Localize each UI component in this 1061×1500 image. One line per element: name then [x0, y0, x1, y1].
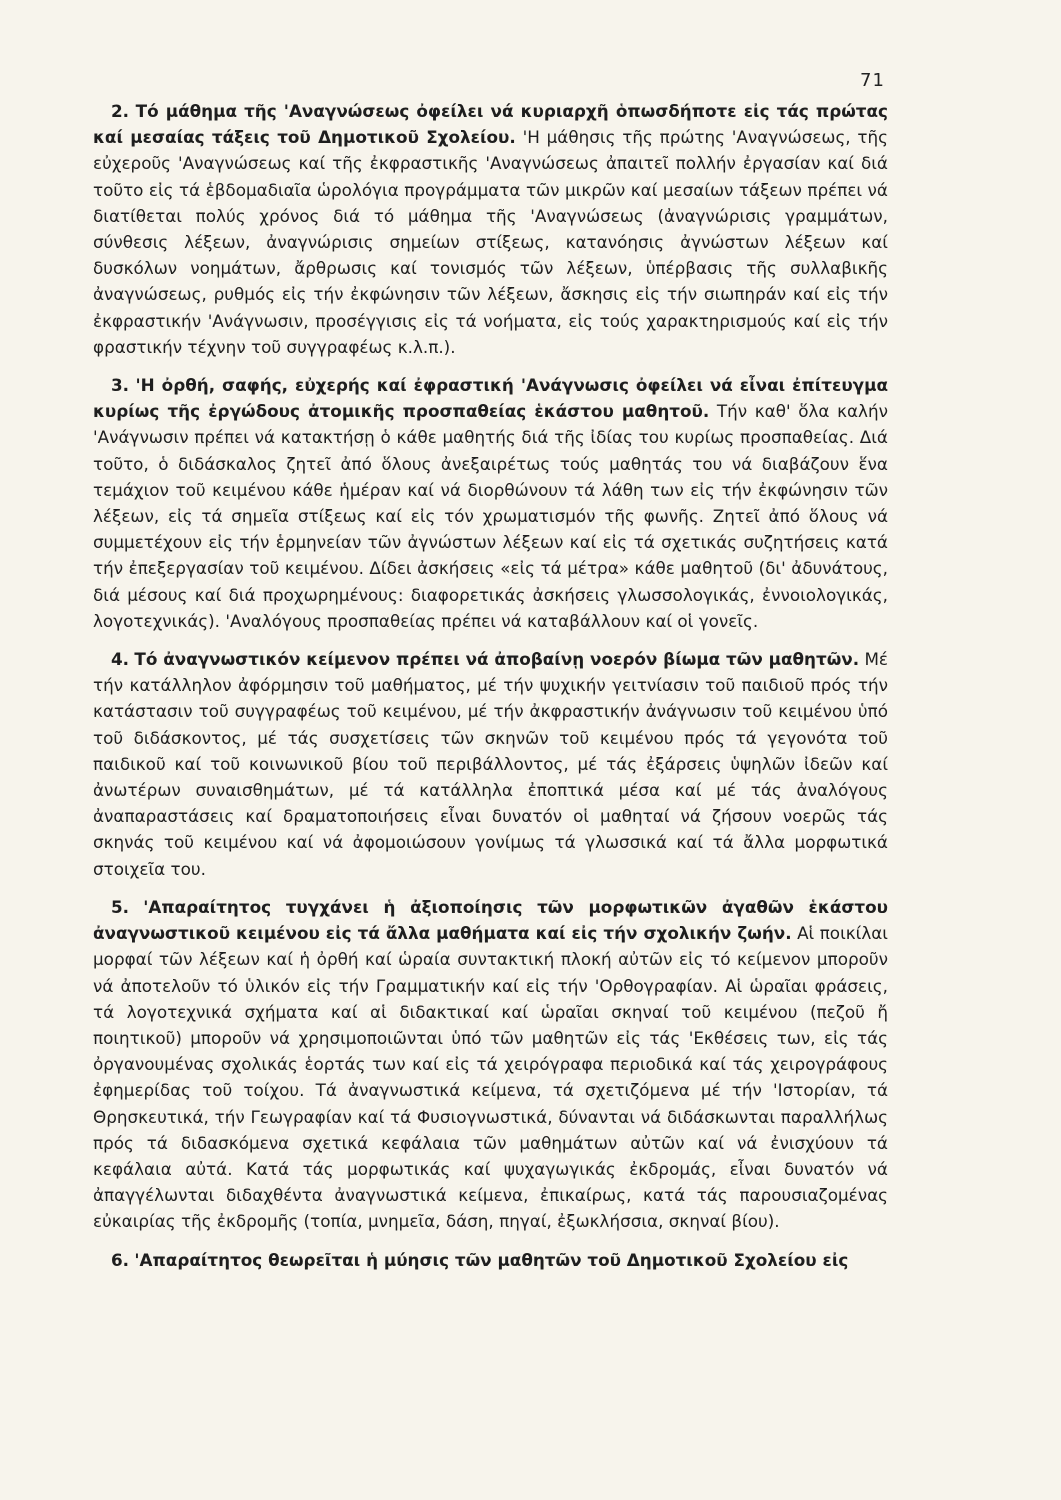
paragraph-2 — [93, 98, 888, 360]
paragraph-heading: 'Απαραίτητος θεωρεῖται ἡ μύησις τῶν μαθητῶν τοῦ Δημοτικοῦ Σχολείου εἰς — [134, 1249, 849, 1270]
paragraph-number: 4. — [111, 649, 130, 670]
paragraph-4 — [93, 646, 888, 882]
paragraph-body: Τήν καθ' ὅλα καλήν 'Ανάγνωσιν πρέπει νά κατακτήσῃ ὁ κάθε μαθητής διά τῆς ἰδίας του κυρίως προσπαθείας. Διά τοῦτο, ὁ διδάσκαλος ζητεῖ ἀπό ὅλους ἀνεξαιρέτως τούς μαθητάς του νά διαβάζουν ἕνα τεμάχιον τοῦ κειμένου κάθε ἡμέραν καί νά διορθώνουν τά λάθη των εἰς τήν ἐκφώνησιν τῶν λέξεων, εἰς τά σημεῖα στίξεως καί εἰς τόν χρωματισμόν τῆς φωνῆς. Ζητεῖ ἀπό ὅλους νά συμμετέχουν εἰς τήν ἑρμηνείαν τῶν ἀγνώστων λέξεων καί εἰς τά σχετικάς συζητήσεις κατά τήν ἐπεξεργασίαν τοῦ κειμένου. Δίδει ἀσκήσεις «εἰς τά μέτρα» κάθε μαθητοῦ (δι' ἀδυνάτους, διά μέσους καί διά προχωρημένους: διαφορετικάς ἀσκήσεις γλωσσολογικάς, ἐννοιολογικάς, λογοτεχνικάς). 'Αναλόγους προσπαθείας πρέπει νά καταβάλλουν καί οἱ γονεῖς. — [93, 401, 888, 631]
paragraph-body: 'Η μάθησις τῆς πρώτης 'Αναγνώσεως, τῆς εὐχεροῦς 'Αναγνώσεως καί τῆς ἐκφραστικῆς 'Αναγνώσεως ἀπαιτεῖ πολλήν ἐργασίαν καί διά τοῦτο εἰς τά ἑβδομαδιαῖα ὡρολόγια προγράμματα τῶν μικρῶν καί μεσαίων τάξεων πρέπει νά διατίθεται πολύς χρόνος διά τό μάθημα τῆς 'Αναγνώσεως (ἀναγνώρισις γραμμάτων, σύνθεσις λέξεων, ἀναγνώρισις σημείων στίξεως, κατανόησις ἀγνώστων λέξεων καί δυσκόλων νοημάτων, ἄρθρωσις καί τονισμός τῶν λέξεων, ὑπέρβασις τῆς συλλαβικῆς ἀναγνώσεως, ρυθμός εἰς τήν ἐκφώνησιν τῶν λέξεων, ἄσκησις εἰς τήν σιωπηράν καί εἰς τήν ἐκφραστικήν 'Ανάγνωσιν, προσέγγισις εἰς τά νοήματα, εἰς τούς χαρακτηρισμούς καί εἰς τήν φραστικήν τέχνην τοῦ συγγραφέως κ.λ.π.). — [93, 127, 889, 357]
paragraph-heading: Τό μάθημα τῆς 'Αναγνώσεως ὀφείλει νά κυριαρχῆ ὁπωσδήποτε εἰς τάς πρώτας καί μεσαίας τάξεις τοῦ Δημοτικοῦ Σχολείου. — [93, 101, 888, 148]
paragraph-number: 5. — [111, 896, 130, 917]
paragraph-body: Αἱ ποικίλαι μορφαί τῶν λέξεων καί ἡ ὀρθή καί ὡραία συντακτική πλοκή αὐτῶν εἰς τό κείμενον μποροῦν νά ἀποτελοῦν τό ὑλικόν εἰς τήν Γραμματικήν καί εἰς τήν 'Ορθογραφίαν. Αἱ ὡραῖαι φράσεις, τά λογοτεχνικά σχήματα καί αἱ διδακτικαί καί ὡραῖαι σκηναί τοῦ κειμένου (πεζοῦ ἤ ποιητικοῦ) μποροῦν νά χρησιμοποιῶνται ὑπό τῶν μαθητῶν εἰς τάς 'Εκθέσεις των, εἰς τάς ὀργανουμένας σχολικάς ἑορτάς των καί εἰς τά χειρόγραφα περιοδικά καί τάς χειρογράφους ἐφημερίδας τοῦ τοίχου. Τά ἀναγνωστικά κείμενα, τά σχετιζόμενα μέ τήν 'Ιστορίαν, τά Θρησκευτικά, τήν Γεωγραφίαν καί τά Φυσιογνωστικά, δύνανται νά διδάσκωνται παραλλήλως πρός τά διδασκόμενα σχετικά κεφάλαια τῶν μαθημάτων αὐτῶν καί νά ἐνισχύουν τά κεφάλαια αὐτά. Κατά τάς μορφωτικάς καί ψυχαγωγικάς ἐκδρομάς, εἶναι δυνατόν νά ἀπαγγέλωνται διδαχθέντα ἀναγνωστικά κείμενα, ἐπικαίρως, κατά τάς παρουσιαζομένας εὐκαιρίας τῆς ἐκδρομῆς (τοπία, μνημεῖα, δάση, πηγαί, ἐξωκλήσσια, σκηναί βίου). — [93, 923, 888, 1232]
paragraph-3 — [93, 372, 888, 634]
paragraph-6 — [93, 1247, 888, 1273]
paragraph-number: 6. — [111, 1249, 130, 1270]
paragraph-number: 2. — [111, 101, 130, 121]
paragraph-heading: Τό ἀναγνωστικόν κείμενον πρέπει νά ἀποβαίνῃ νοερόν βίωμα τῶν μαθητῶν. — [134, 649, 860, 670]
paragraph-heading: 'Απαραίτητος τυγχάνει ἡ ἀξιοποίησις τῶν μορφωτικῶν ἀγαθῶν ἑκάστου ἀναγνωστικοῦ κειμένου εἰς τά ἄλλα μαθήματα καί εἰς τήν σχολικήν ζωήν. — [93, 896, 888, 944]
paragraph-body: Μέ τήν κατάλληλον ἀφόρμησιν τοῦ μαθήματος, μέ τήν ψυχικήν γειτνίασιν τοῦ παιδιοῦ πρός τήν κατάστασιν τοῦ συγγραφέως τοῦ κειμένου, μέ τήν ἀκφραστικήν ἀνάγνωσιν τοῦ κειμένου ὑπό τοῦ διδάσκοντος, μέ τάς συσχετίσεις τῶν σκηνῶν τοῦ κειμένου πρός τά γεγονότα τοῦ παιδικοῦ καί τοῦ κοινωνικοῦ βίου τοῦ περιβάλλοντος, μέ τάς ἐξάρσεις ὑψηλῶν ἰδεῶν καί ἀνωτέρων συναισθημάτων, μέ τά κατάλληλα ἐποπτικά μέσα καί μέ τάς ἀναλόγους ἀναπαραστάσεις καί δραματοποιήσεις εἶναι δυνατόν οἱ μαθηταί νά ζήσουν νοερῶς τάς σκηνάς τοῦ κειμένου καί νά ἀφομοιώσουν γονίμως τά γλωσσικά καί τά ἄλλα μορφωτικά στοιχεῖα του. — [93, 649, 889, 879]
body-text — [93, 98, 888, 1273]
page-number: 71 — [860, 70, 885, 91]
paragraph-5 — [93, 894, 888, 1235]
paragraph-heading: 'Η ὀρθή, σαφής, εὐχερής καί ἐφραστική 'Ανάγνωσις ὀφείλει νά εἶναι ἐπίτευγμα κυρίως τῆς ἐργώδους ἀτομικῆς προσπαθείας ἑκάστου μαθητοῦ. — [93, 375, 888, 422]
paragraph-number: 3. — [111, 375, 130, 396]
